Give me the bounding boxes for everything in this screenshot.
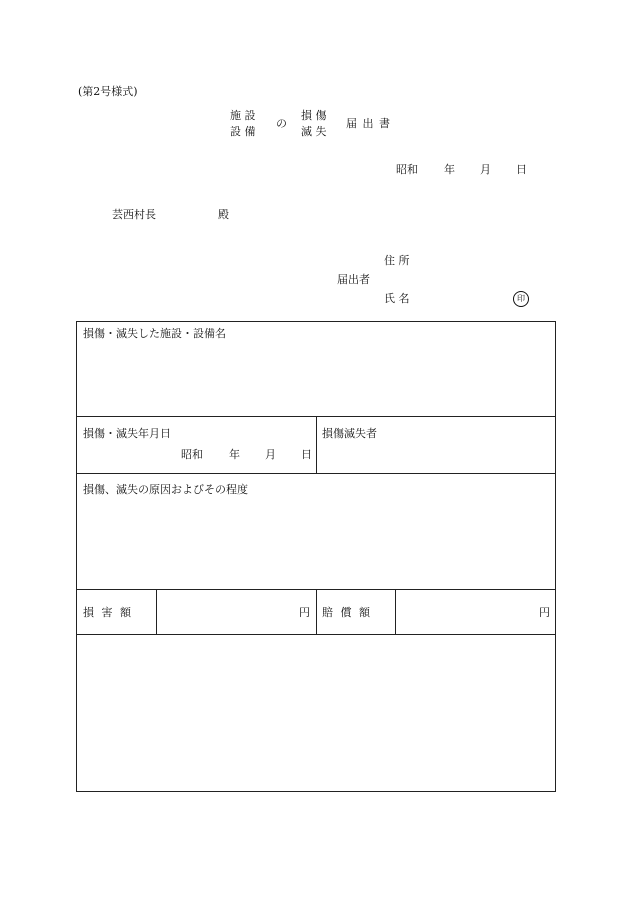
loss-date-month: 月 [265, 448, 276, 461]
row-divider [77, 473, 555, 474]
col-divider [156, 589, 157, 634]
facility-name-label: 損傷・滅失した施設・設備名 [83, 327, 226, 340]
title-damage: 損 傷 [301, 109, 327, 122]
title-loss: 滅 失 [301, 125, 327, 138]
name-label: 氏 名 [384, 292, 410, 305]
addressee-name: 芸西村長 [112, 208, 156, 221]
col-divider [316, 589, 317, 634]
seal-mark-icon [513, 291, 529, 307]
date-year: 年 [444, 163, 455, 176]
col-divider [316, 416, 317, 473]
date-era: 昭和 [396, 163, 418, 176]
title-facility: 施 設 [230, 109, 256, 122]
row-divider [77, 634, 555, 635]
submitter-label: 届出者 [337, 273, 370, 286]
loss-date-day: 日 [301, 448, 312, 461]
address-label: 住 所 [384, 254, 410, 267]
seal-text: 印 [517, 294, 525, 303]
date-day: 日 [516, 163, 527, 176]
title-equipment: 設 備 [230, 125, 256, 138]
form-number: (第2号様式) [78, 85, 138, 98]
damage-amount-unit: 円 [299, 606, 310, 619]
addressee-honorific: 殿 [218, 208, 229, 221]
damage-amount-label: 損 害 額 [83, 606, 133, 619]
col-divider [395, 589, 396, 634]
cause-label: 損傷、滅失の原因およびその程度 [83, 483, 248, 496]
loss-party-label: 損傷滅失者 [322, 427, 377, 440]
loss-date-year: 年 [229, 448, 240, 461]
loss-date-label: 損傷・滅失年月日 [83, 427, 171, 440]
loss-date-era: 昭和 [181, 448, 203, 461]
report-table [76, 321, 556, 792]
compensation-unit: 円 [539, 606, 550, 619]
title-particle: の [276, 117, 287, 130]
compensation-label: 賠 償 額 [322, 606, 372, 619]
title-suffix: 届 出 書 [346, 117, 391, 130]
date-month: 月 [480, 163, 491, 176]
